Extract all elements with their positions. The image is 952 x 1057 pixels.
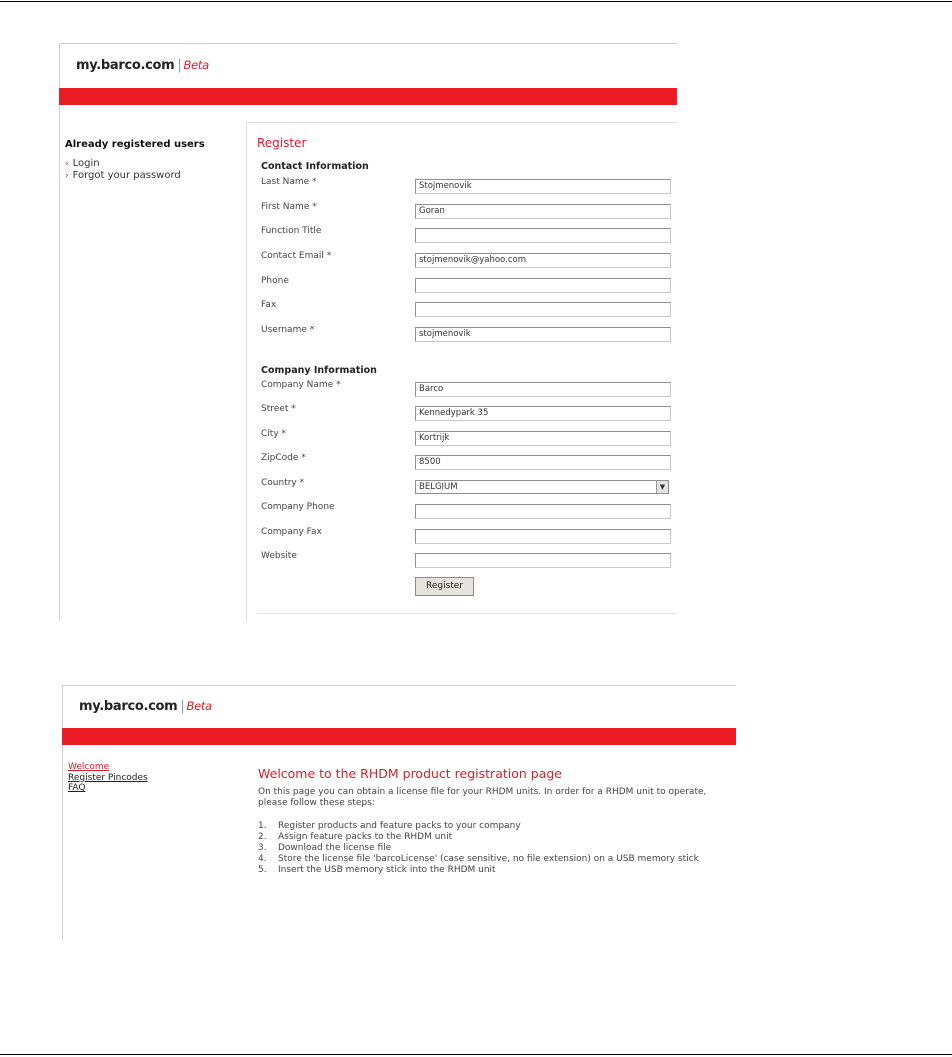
first-name-input[interactable] bbox=[415, 204, 671, 219]
logo-separator: | bbox=[180, 699, 185, 714]
company-phone-row bbox=[261, 502, 671, 516]
username-input[interactable] bbox=[415, 327, 671, 342]
username-label: Username * bbox=[261, 325, 315, 335]
zipcode-input[interactable] bbox=[415, 455, 671, 470]
country-select[interactable] bbox=[415, 480, 669, 494]
dropdown-arrow-icon[interactable]: ▼ bbox=[656, 481, 668, 493]
step-text: Insert the USB memory stick into the RHDM unit bbox=[278, 865, 496, 875]
last-name-input[interactable] bbox=[415, 179, 671, 194]
city-input[interactable] bbox=[415, 431, 671, 446]
site-logo[interactable] bbox=[79, 699, 212, 714]
country-selected-value: BELGIUM bbox=[419, 482, 458, 492]
street-row bbox=[261, 404, 671, 418]
step-text: Register products and feature packs to your company bbox=[278, 821, 521, 831]
login-sidebar bbox=[65, 139, 235, 182]
frame-top-border bbox=[59, 43, 677, 44]
phone-row bbox=[261, 276, 671, 290]
site-logo[interactable] bbox=[76, 58, 209, 73]
last-name-label: Last Name * bbox=[261, 177, 317, 187]
register-screenshot bbox=[59, 43, 677, 621]
contact-section-title: Contact Information bbox=[261, 161, 369, 172]
logo-text: my.barco.com bbox=[79, 699, 178, 714]
country-row bbox=[261, 478, 671, 492]
header-red-bar bbox=[62, 728, 736, 745]
list-item bbox=[258, 832, 728, 843]
forgot-password-label: Forgot your password bbox=[72, 170, 181, 181]
steps-list bbox=[258, 821, 728, 876]
company-name-input[interactable] bbox=[415, 382, 671, 397]
website-label: Website bbox=[261, 551, 297, 561]
company-name-row bbox=[261, 380, 671, 394]
city-label: City * bbox=[261, 429, 287, 439]
step-text: Download the license file bbox=[278, 843, 392, 853]
company-name-label: Company Name * bbox=[261, 380, 341, 390]
arrow-icon: › bbox=[65, 171, 69, 181]
company-section-title: Company Information bbox=[261, 365, 377, 376]
step-number: 2. bbox=[258, 832, 267, 842]
city-row bbox=[261, 429, 671, 443]
beta-label: Beta bbox=[183, 58, 209, 72]
step-text: Assign feature packs to the RHDM unit bbox=[278, 832, 453, 842]
company-phone-label: Company Phone bbox=[261, 502, 335, 512]
step-number: 1. bbox=[258, 821, 267, 831]
bottom-rule bbox=[0, 1054, 952, 1055]
beta-label: Beta bbox=[186, 699, 212, 713]
form-bottom-divider bbox=[257, 613, 677, 614]
frame-left-border bbox=[62, 685, 63, 940]
fax-input[interactable] bbox=[415, 302, 671, 317]
contact-email-row bbox=[261, 251, 671, 265]
username-row bbox=[261, 325, 671, 339]
phone-label: Phone bbox=[261, 276, 289, 286]
function-title-input[interactable] bbox=[415, 228, 671, 243]
list-item bbox=[258, 843, 728, 854]
function-title-row bbox=[261, 226, 671, 240]
website-row bbox=[261, 551, 671, 565]
welcome-content bbox=[258, 766, 728, 876]
street-label: Street * bbox=[261, 404, 296, 414]
fax-label: Fax bbox=[261, 300, 277, 310]
zipcode-row bbox=[261, 453, 671, 467]
street-input[interactable] bbox=[415, 406, 671, 421]
fax-row bbox=[261, 300, 671, 314]
step-text: Store the license file 'barcoLicense' (case sensitive, no file extension) on a USB memory stick bbox=[278, 854, 699, 864]
nav-register-pincodes[interactable]: Register Pincodes bbox=[68, 772, 148, 783]
website-input[interactable] bbox=[415, 553, 671, 568]
header-red-bar bbox=[59, 88, 677, 105]
top-rule bbox=[0, 1, 952, 2]
page-title: Register bbox=[257, 136, 307, 150]
forgot-password-link[interactable] bbox=[65, 170, 235, 182]
nav-welcome[interactable]: Welcome bbox=[68, 762, 110, 772]
sidebar-title: Already registered users bbox=[65, 139, 205, 150]
list-item bbox=[258, 854, 728, 865]
step-number: 3. bbox=[258, 843, 267, 853]
frame-top-border bbox=[62, 685, 736, 686]
first-name-row bbox=[261, 202, 671, 216]
nav-faq[interactable]: FAQ bbox=[68, 783, 86, 793]
register-button[interactable]: Register bbox=[415, 577, 474, 596]
welcome-intro: On this page you can obtain a license file for your RHDM units. In order for a RHDM unit to operate, please follow these steps: bbox=[258, 787, 707, 808]
logo-separator: | bbox=[177, 58, 182, 73]
welcome-heading: Welcome to the RHDM product registration page bbox=[258, 766, 562, 781]
login-link[interactable] bbox=[65, 158, 235, 170]
contact-email-label: Contact Email * bbox=[261, 251, 332, 261]
step-number: 5. bbox=[258, 865, 267, 875]
list-item bbox=[258, 821, 728, 832]
last-name-row bbox=[261, 177, 671, 191]
sidebar-nav bbox=[68, 762, 148, 794]
register-form bbox=[246, 122, 678, 622]
country-label: Country * bbox=[261, 478, 305, 488]
frame-left-border bbox=[59, 43, 60, 621]
phone-input[interactable] bbox=[415, 278, 671, 293]
company-fax-label: Company Fax bbox=[261, 527, 322, 537]
login-link-label: Login bbox=[72, 158, 100, 169]
welcome-screenshot bbox=[62, 685, 736, 940]
contact-email-input[interactable] bbox=[415, 253, 671, 268]
company-fax-input[interactable] bbox=[415, 529, 671, 544]
company-fax-row bbox=[261, 527, 671, 541]
list-item bbox=[258, 865, 728, 876]
function-title-label: Function Title bbox=[261, 226, 322, 236]
logo-text: my.barco.com bbox=[76, 58, 175, 73]
step-number: 4. bbox=[258, 854, 267, 864]
zipcode-label: ZipCode * bbox=[261, 453, 306, 463]
first-name-label: First Name * bbox=[261, 202, 317, 212]
arrow-icon: › bbox=[65, 159, 69, 169]
company-phone-input[interactable] bbox=[415, 504, 671, 519]
